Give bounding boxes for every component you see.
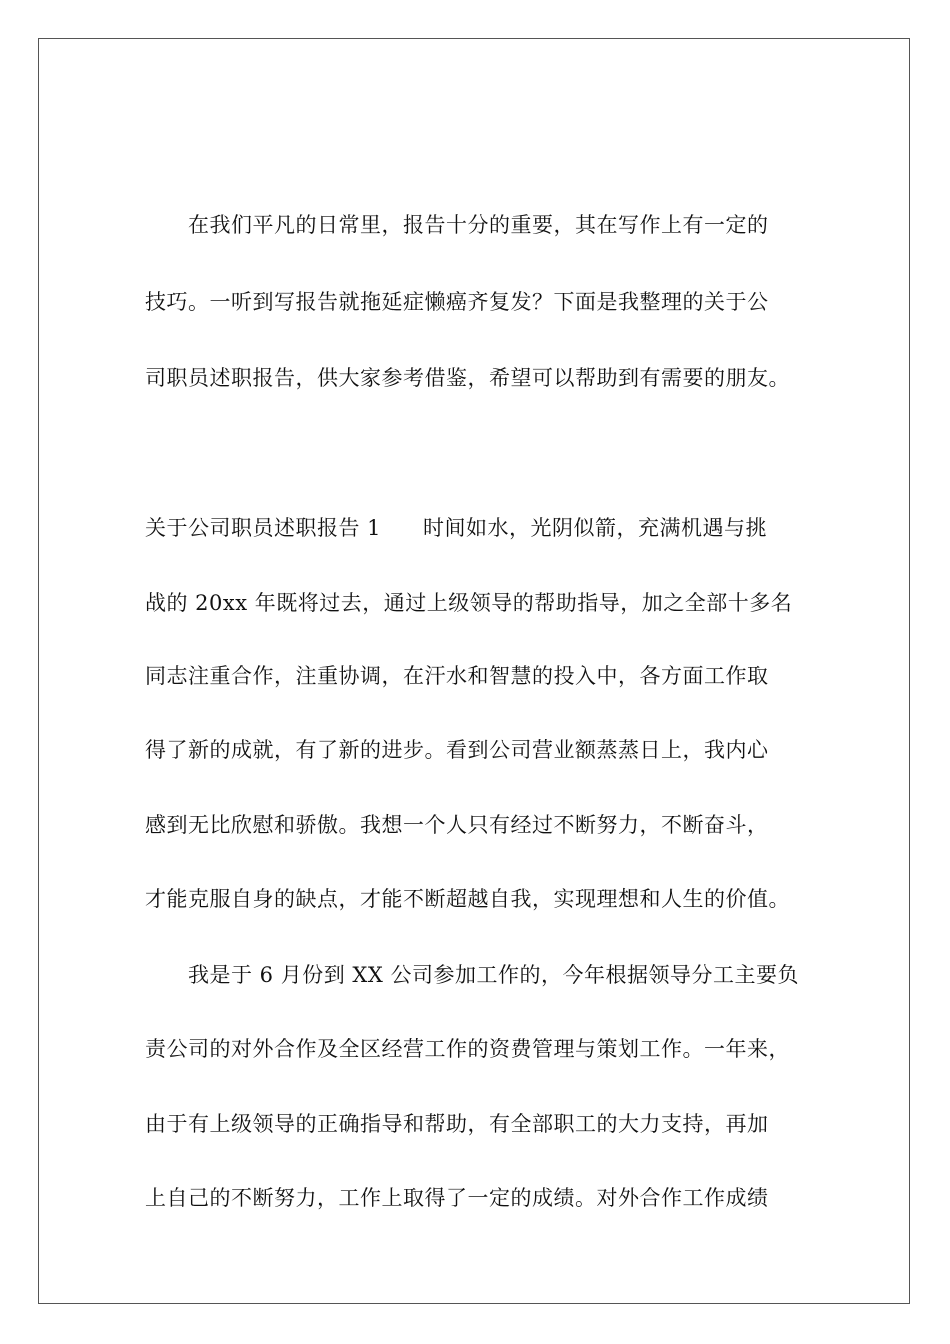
section-first-line (145, 515, 767, 541)
paragraph2-line-4: 上自己的不断努力，工作上取得了一定的成绩。对外合作工作成绩 (145, 1186, 769, 1210)
body-line-4: 感到无比欣慰和骄傲。我想一个人只有经过不断努力，不断奋斗， (145, 813, 769, 837)
section-title: 关于公司职员述职报告 1 (145, 516, 382, 540)
intro-line-3: 司职员述职报告，供大家参考借鉴，希望可以帮助到有需要的朋友。 (145, 366, 790, 390)
section-first-line-text: 时间如水，光阴似箭，充满机遇与挑 (423, 516, 768, 540)
body-line-3: 得了新的成就，有了新的进步。看到公司营业额蒸蒸日上，我内心 (145, 738, 769, 762)
intro-line-2: 技巧。一听到写报告就拖延症懒癌齐复发？下面是我整理的关于公 (145, 290, 769, 314)
body-line-1: 战的 20xx 年既将过去，通过上级领导的帮助指导，加之全部十多名 (145, 591, 793, 615)
body-line-2: 同志注重合作，注重协调，在汗水和智慧的投入中，各方面工作取 (145, 664, 769, 688)
intro-line-1: 在我们平凡的日常里，报告十分的重要，其在写作上有一定的 (188, 213, 769, 237)
paragraph2-line-2: 责公司的对外合作及全区经营工作的资费管理与策划工作。一年来， (145, 1037, 790, 1061)
paragraph2-line-1: 我是于 6 月份到 XX 公司参加工作的，今年根据领导分工主要负 (188, 963, 799, 987)
paragraph2-line-3: 由于有上级领导的正确指导和帮助，有全部职工的大力支持，再加 (145, 1112, 769, 1136)
body-line-5: 才能克服自身的缺点，才能不断超越自我，实现理想和人生的价值。 (145, 887, 790, 911)
